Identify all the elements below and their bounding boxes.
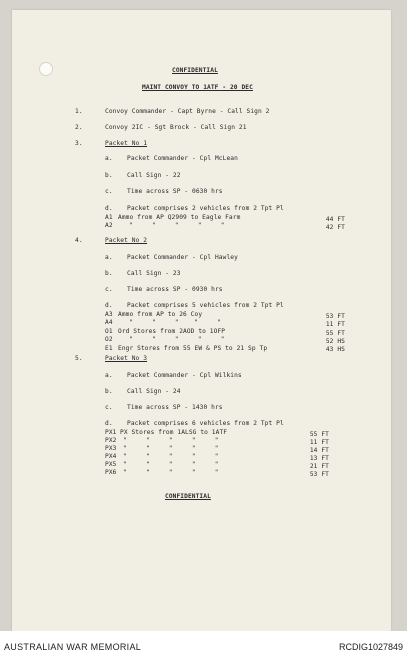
packet-heading: Packet No 3 xyxy=(105,355,148,362)
row-code: PX5 xyxy=(105,461,117,468)
packet-number: 4. xyxy=(75,237,83,244)
sub-label: b. xyxy=(105,172,113,179)
sub-label: d. xyxy=(105,205,113,212)
document-page xyxy=(12,10,391,631)
sub-label: b. xyxy=(105,270,113,277)
row-text: " " " " " xyxy=(123,469,219,476)
row-code: PX4 xyxy=(105,453,117,460)
sub-text: Time across SP - 1430 hrs xyxy=(127,404,223,411)
item-number: 2. xyxy=(75,124,83,131)
row-qty: 11 FT xyxy=(325,321,345,328)
archive-id: RCDIG1027849 xyxy=(338,642,403,652)
row-qty: 55 FT xyxy=(325,330,345,337)
item-number: 1. xyxy=(75,108,83,115)
sub-label: c. xyxy=(105,404,113,411)
row-text: Engr Stores from 55 EW & PS to 21 Sp Tp xyxy=(118,345,268,352)
row-code: A4 xyxy=(105,319,113,326)
sub-text: Packet comprises 2 vehicles from 2 Tpt Pl xyxy=(127,205,284,212)
punch-hole xyxy=(39,62,53,76)
row-text: Ammo from AP to 26 Coy xyxy=(118,311,203,318)
document-title: MAINT CONVOY TO 1ATF - 20 DEC xyxy=(142,84,253,91)
row-qty: 53 FT xyxy=(325,313,345,320)
row-qty: 53 FT xyxy=(309,471,329,478)
row-text: " " " " " xyxy=(123,453,219,460)
packet-number: 3. xyxy=(75,140,83,147)
row-text: Ammo from AP Q2909 to Eagle Farm xyxy=(118,214,241,221)
sub-text: Packet Commander - Cpl McLean xyxy=(127,155,238,162)
row-qty: 21 FT xyxy=(309,463,329,470)
sub-label: a. xyxy=(105,254,113,261)
sub-text: Time across SP - 0630 hrs xyxy=(127,188,223,195)
sub-label: d. xyxy=(105,302,113,309)
row-text: Ord Stores from 2AOD to 1OFP xyxy=(118,328,226,335)
row-code: E1 xyxy=(105,345,113,352)
row-code: O2 xyxy=(105,336,113,343)
sub-text: Call Sign - 24 xyxy=(127,388,181,395)
row-code: PX2 xyxy=(105,437,117,444)
packet-number: 5. xyxy=(75,355,83,362)
sub-text: Packet Commander - Cpl Hawley xyxy=(127,254,238,261)
row-code: A2 xyxy=(105,222,113,229)
sub-label: a. xyxy=(105,372,113,379)
row-text: " " " " " xyxy=(123,461,219,468)
row-code: PX3 xyxy=(105,445,117,452)
sub-text: Call Sign - 23 xyxy=(127,270,181,277)
row-text: " " " " " xyxy=(129,222,225,229)
row-qty: 42 FT xyxy=(325,224,345,231)
item-text: Convoy Commander - Capt Byrne - Call Sign 2 xyxy=(105,108,270,115)
row-qty: 55 FT xyxy=(309,431,329,438)
sub-label: c. xyxy=(105,286,113,293)
row-text: " " " " " xyxy=(129,319,221,326)
row-code: PX6 xyxy=(105,469,117,476)
sub-text: Time across SP - 0930 hrs xyxy=(127,286,223,293)
row-qty: 52 HS xyxy=(325,338,345,345)
sub-text: Packet comprises 5 vehicles from 2 Tpt Pl xyxy=(127,302,284,309)
row-qty: 14 FT xyxy=(309,447,329,454)
row-code: PX1 xyxy=(105,429,117,436)
packet-heading: Packet No 1 xyxy=(105,140,148,147)
item-text: Convoy 2IC - Sgt Brock - Call Sign 21 xyxy=(105,124,247,131)
packet-heading: Packet No 2 xyxy=(105,237,148,244)
archive-name: AUSTRALIAN WAR MEMORIAL xyxy=(4,642,142,652)
sub-text: Packet Commander - Cpl Wilkins xyxy=(127,372,242,379)
row-qty: 11 FT xyxy=(309,439,329,446)
row-text: " " " " " xyxy=(129,336,225,343)
sub-text: Call Sign - 22 xyxy=(127,172,181,179)
archive-footer xyxy=(0,631,407,654)
row-code: A3 xyxy=(105,311,113,318)
row-text: PX Stores from 1ALSG to 1ATF xyxy=(120,429,228,436)
row-qty: 13 FT xyxy=(309,455,329,462)
row-text: " " " " " xyxy=(123,445,219,452)
sub-text: Packet comprises 6 vehicles from 2 Tpt Pl xyxy=(127,420,284,427)
row-text: " " " " " xyxy=(123,437,219,444)
row-qty: 44 FT xyxy=(325,216,345,223)
row-code: O1 xyxy=(105,328,113,335)
sub-label: d. xyxy=(105,420,113,427)
sub-label: c. xyxy=(105,188,113,195)
header-confidential: CONFIDENTIAL xyxy=(172,67,218,74)
sub-label: b. xyxy=(105,388,113,395)
row-code: A1 xyxy=(105,214,113,221)
footer-confidential: CONFIDENTIAL xyxy=(165,493,211,500)
row-qty: 43 HS xyxy=(325,346,345,353)
sub-label: a. xyxy=(105,155,113,162)
